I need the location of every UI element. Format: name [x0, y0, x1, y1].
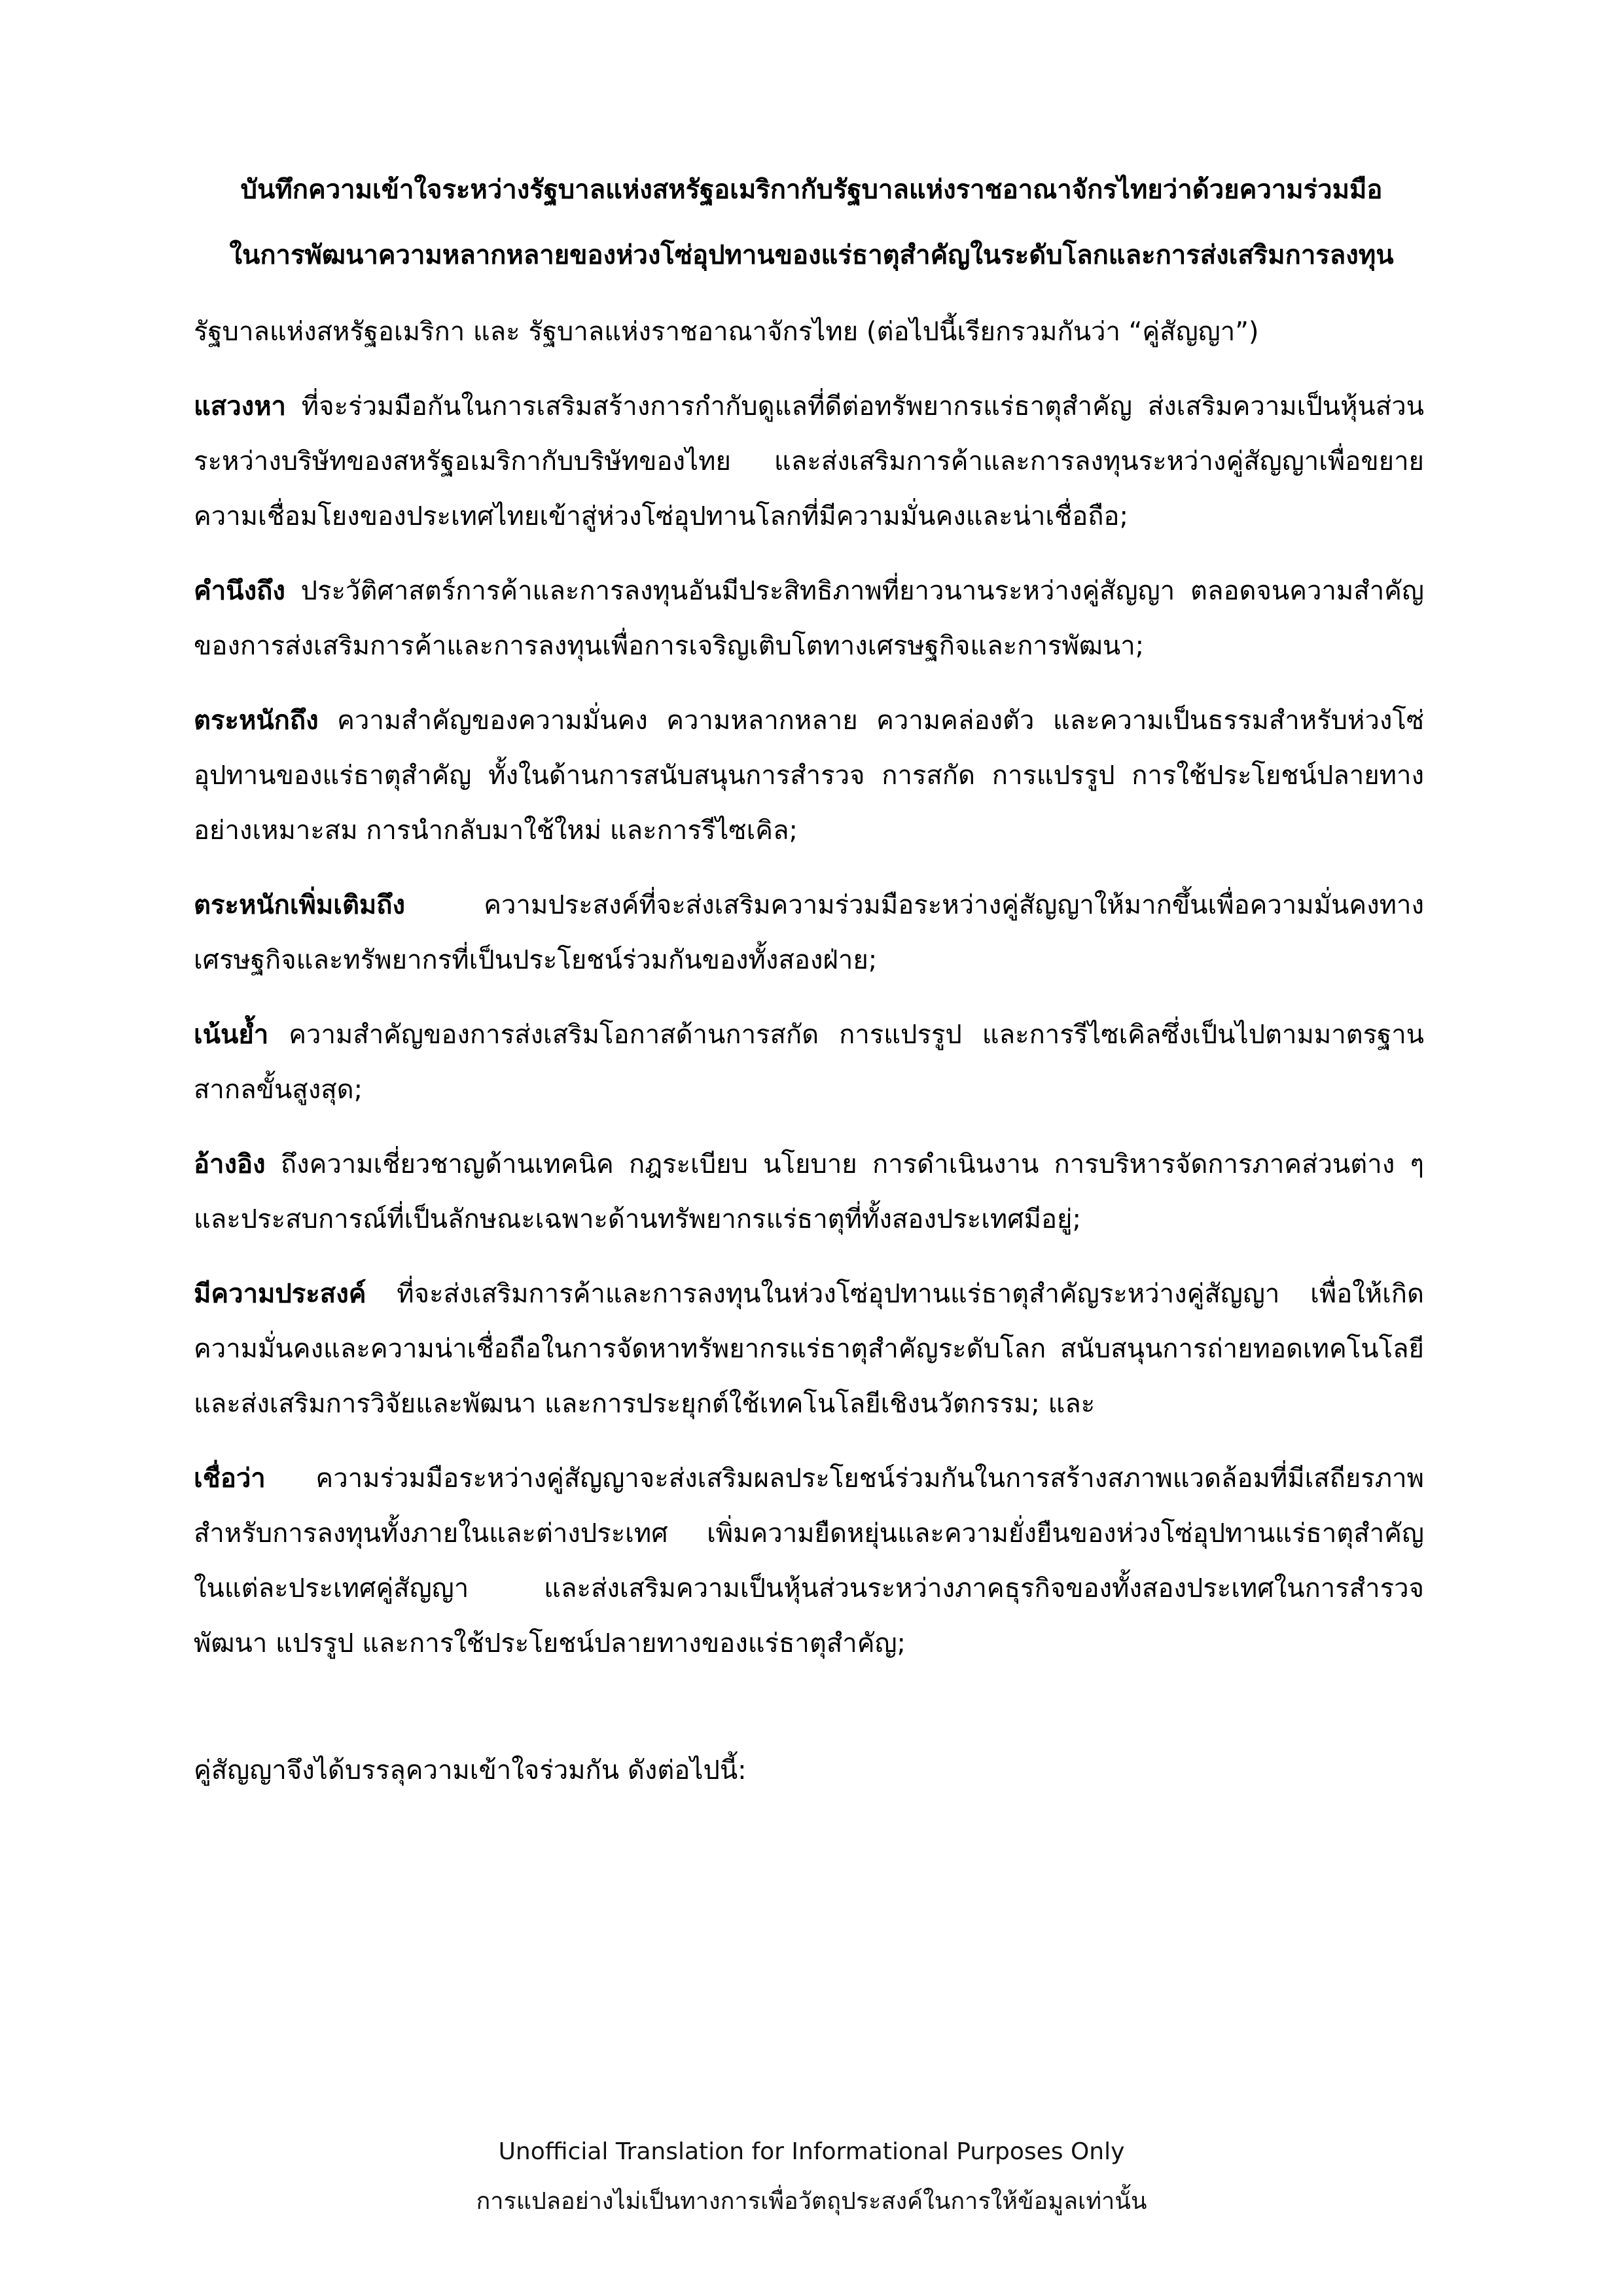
title-line-1: บันทึกความเข้าใจระหว่างรัฐบาลแห่งสหรัฐอเมริกากับรัฐบาลแห่งราชอาณาจักรไทยว่าด้วยความร่วมมือ [240, 175, 1383, 205]
intro-paragraph: รัฐบาลแห่งสหรัฐอเมริกา และ รัฐบาลแห่งราชอาณาจักรไทย (ต่อไปนี้เรียกรวมกันว่า “คู่สัญญา”) [194, 317, 1259, 347]
paragraph-text: ที่จะส่งเสริมการค้าและการลงทุนในห่วงโซ่อุปทานแร่ธาตุสำคัญระหว่างคู่สัญญา เพื่อให้เกิดความมั่นคงและความน่าเชื่อถือในการจัดหาทรัพยากรแร่ธาตุสำคัญระดับโลก สนับสนุนการถ่ายทอดเทคโนโลยีและส่งเสริมการวิจัยและพัฒนา และการประยุกต์ใช้เทคโนโลยีเชิงนวัตกรรม; และ [194, 1279, 1424, 1419]
paragraph-label: คำนึงถึง [194, 576, 285, 606]
paragraph-text: ที่จะร่วมมือกันในการเสริมสร้างการกำกับดูแลที่ดีต่อทรัพยากรแร่ธาตุสำคัญ ส่งเสริมความเป็นหุ้นส่วนระหว่างบริษัทของสหรัฐอเมริกากับบริษัทของไทย และส่งเสริมการค้าและการลงทุนระหว่างคู่สัญญาเพื่อขยายความเชื่อมโยงของประเทศไทยเข้าสู่ห่วงโซ่อุปทานโลกที่มีความมั่นคงและน่าเชื่อถือ; [194, 391, 1424, 531]
preamble-paragraph-further-recognizing [194, 878, 1424, 988]
preamble-paragraph-recognizing [194, 693, 1424, 858]
preamble-paragraph-referencing [194, 1137, 1424, 1247]
paragraph-text: ความร่วมมือระหว่างคู่สัญญาจะส่งเสริมผลประโยชน์ร่วมกันในการสร้างสภาพแวดล้อมที่มีเสถียรภาพสำหรับการลงทุนทั้งภายในและต่างประเทศ เพิ่มความยืดหยุ่นและความยั่งยืนของห่วงโซ่อุปทานแร่ธาตุสำคัญในแต่ละประเทศคู่สัญญา และส่งเสริมความเป็นหุ้นส่วนระหว่างภาคธุรกิจของทั้งสองประเทศในการสำรวจ พัฒนา แปรรูป และการใช้ประโยชน์ปลายทางของแร่ธาตุสำคัญ; [194, 1463, 1424, 1659]
paragraph-label: แสวงหา [194, 391, 287, 422]
preamble-paragraph-desiring [194, 1266, 1424, 1431]
paragraph-text: ความประสงค์ที่จะส่งเสริมความร่วมมือระหว่างคู่สัญญาให้มากขึ้นเพื่อความมั่นคงทางเศรษฐกิจและทรัพยากรที่เป็นประโยชน์ร่วมกันของทั้งสองฝ่าย; [194, 890, 1424, 975]
paragraph-text: ประวัติศาสตร์การค้าและการลงทุนอันมีประสิทธิภาพที่ยาวนานระหว่างคู่สัญญา ตลอดจนความสำคัญของการส่งเสริมการค้าและการลงทุนเพื่อการเจริญเติบโตทางเศรษฐกิจและการพัฒนา; [194, 576, 1424, 661]
title-line-2: ในการพัฒนาความหลากหลายของห่วงโซ่อุปทานของแร่ธาตุสำคัญในระดับโลกและการส่งเสริมการลงทุน [229, 240, 1394, 270]
document-body [194, 304, 1424, 1818]
footer-thai-disclaimer: การแปลอย่างไม่เป็นทางการเพื่อวัตถุประสงค์ในการให้ข้อมูลเท่านั้น [476, 2188, 1147, 2215]
paragraph-text: ความสำคัญของการส่งเสริมโอกาสด้านการสกัด การแปรรูป และการรีไซเคิลซึ่งเป็นไปตามมาตรฐานสากลขั้นสูงสุด; [194, 1020, 1424, 1105]
preamble-paragraph-emphasizing [194, 1007, 1424, 1117]
footer-english-disclaimer: Unofficial Translation for Informational Purposes Only [498, 2138, 1125, 2165]
paragraph-label: มีความประสงค์ [194, 1279, 366, 1309]
paragraph-text: ถึงความเชี่ยวชาญด้านเทคนิค กฎระเบียบ นโยบาย การดำเนินงาน การบริหารจัดการภาคส่วนต่าง ๆ และประสบการณ์ที่เป็นลักษณะเฉพาะด้านทรัพยากรแร่ธาตุที่ทั้งสองประเทศมีอยู่; [194, 1149, 1424, 1234]
paragraph-label: อ้างอิง [194, 1149, 266, 1179]
closing-paragraph: คู่สัญญาจึงได้บรรลุความเข้าใจร่วมกัน ดังต่อไปนี้: [194, 1755, 747, 1785]
preamble-paragraph-believing [194, 1451, 1424, 1671]
document-title [190, 157, 1433, 288]
paragraph-label: ตระหนักเพิ่มเติมถึง [194, 890, 406, 920]
preamble-paragraph-considering [194, 564, 1424, 673]
paragraph-label: เน้นย้ำ [194, 1020, 269, 1050]
preamble-paragraph-seeking [194, 379, 1424, 544]
paragraph-label: ตระหนักถึง [194, 706, 319, 736]
paragraph-text: ความสำคัญของความมั่นคง ความหลากหลาย ความคล่องตัว และความเป็นธรรมสำหรับห่วงโซ่อุปทานของแร่ธาตุสำคัญ ทั้งในด้านการสนับสนุนการสำรวจ การสกัด การแปรรูป การใช้ประโยชน์ปลายทางอย่างเหมาะสม การนำกลับมาใช้ใหม่ และการรีไซเคิล; [194, 706, 1424, 846]
paragraph-label: เชื่อว่า [194, 1463, 266, 1494]
page-footer [0, 2127, 1623, 2227]
